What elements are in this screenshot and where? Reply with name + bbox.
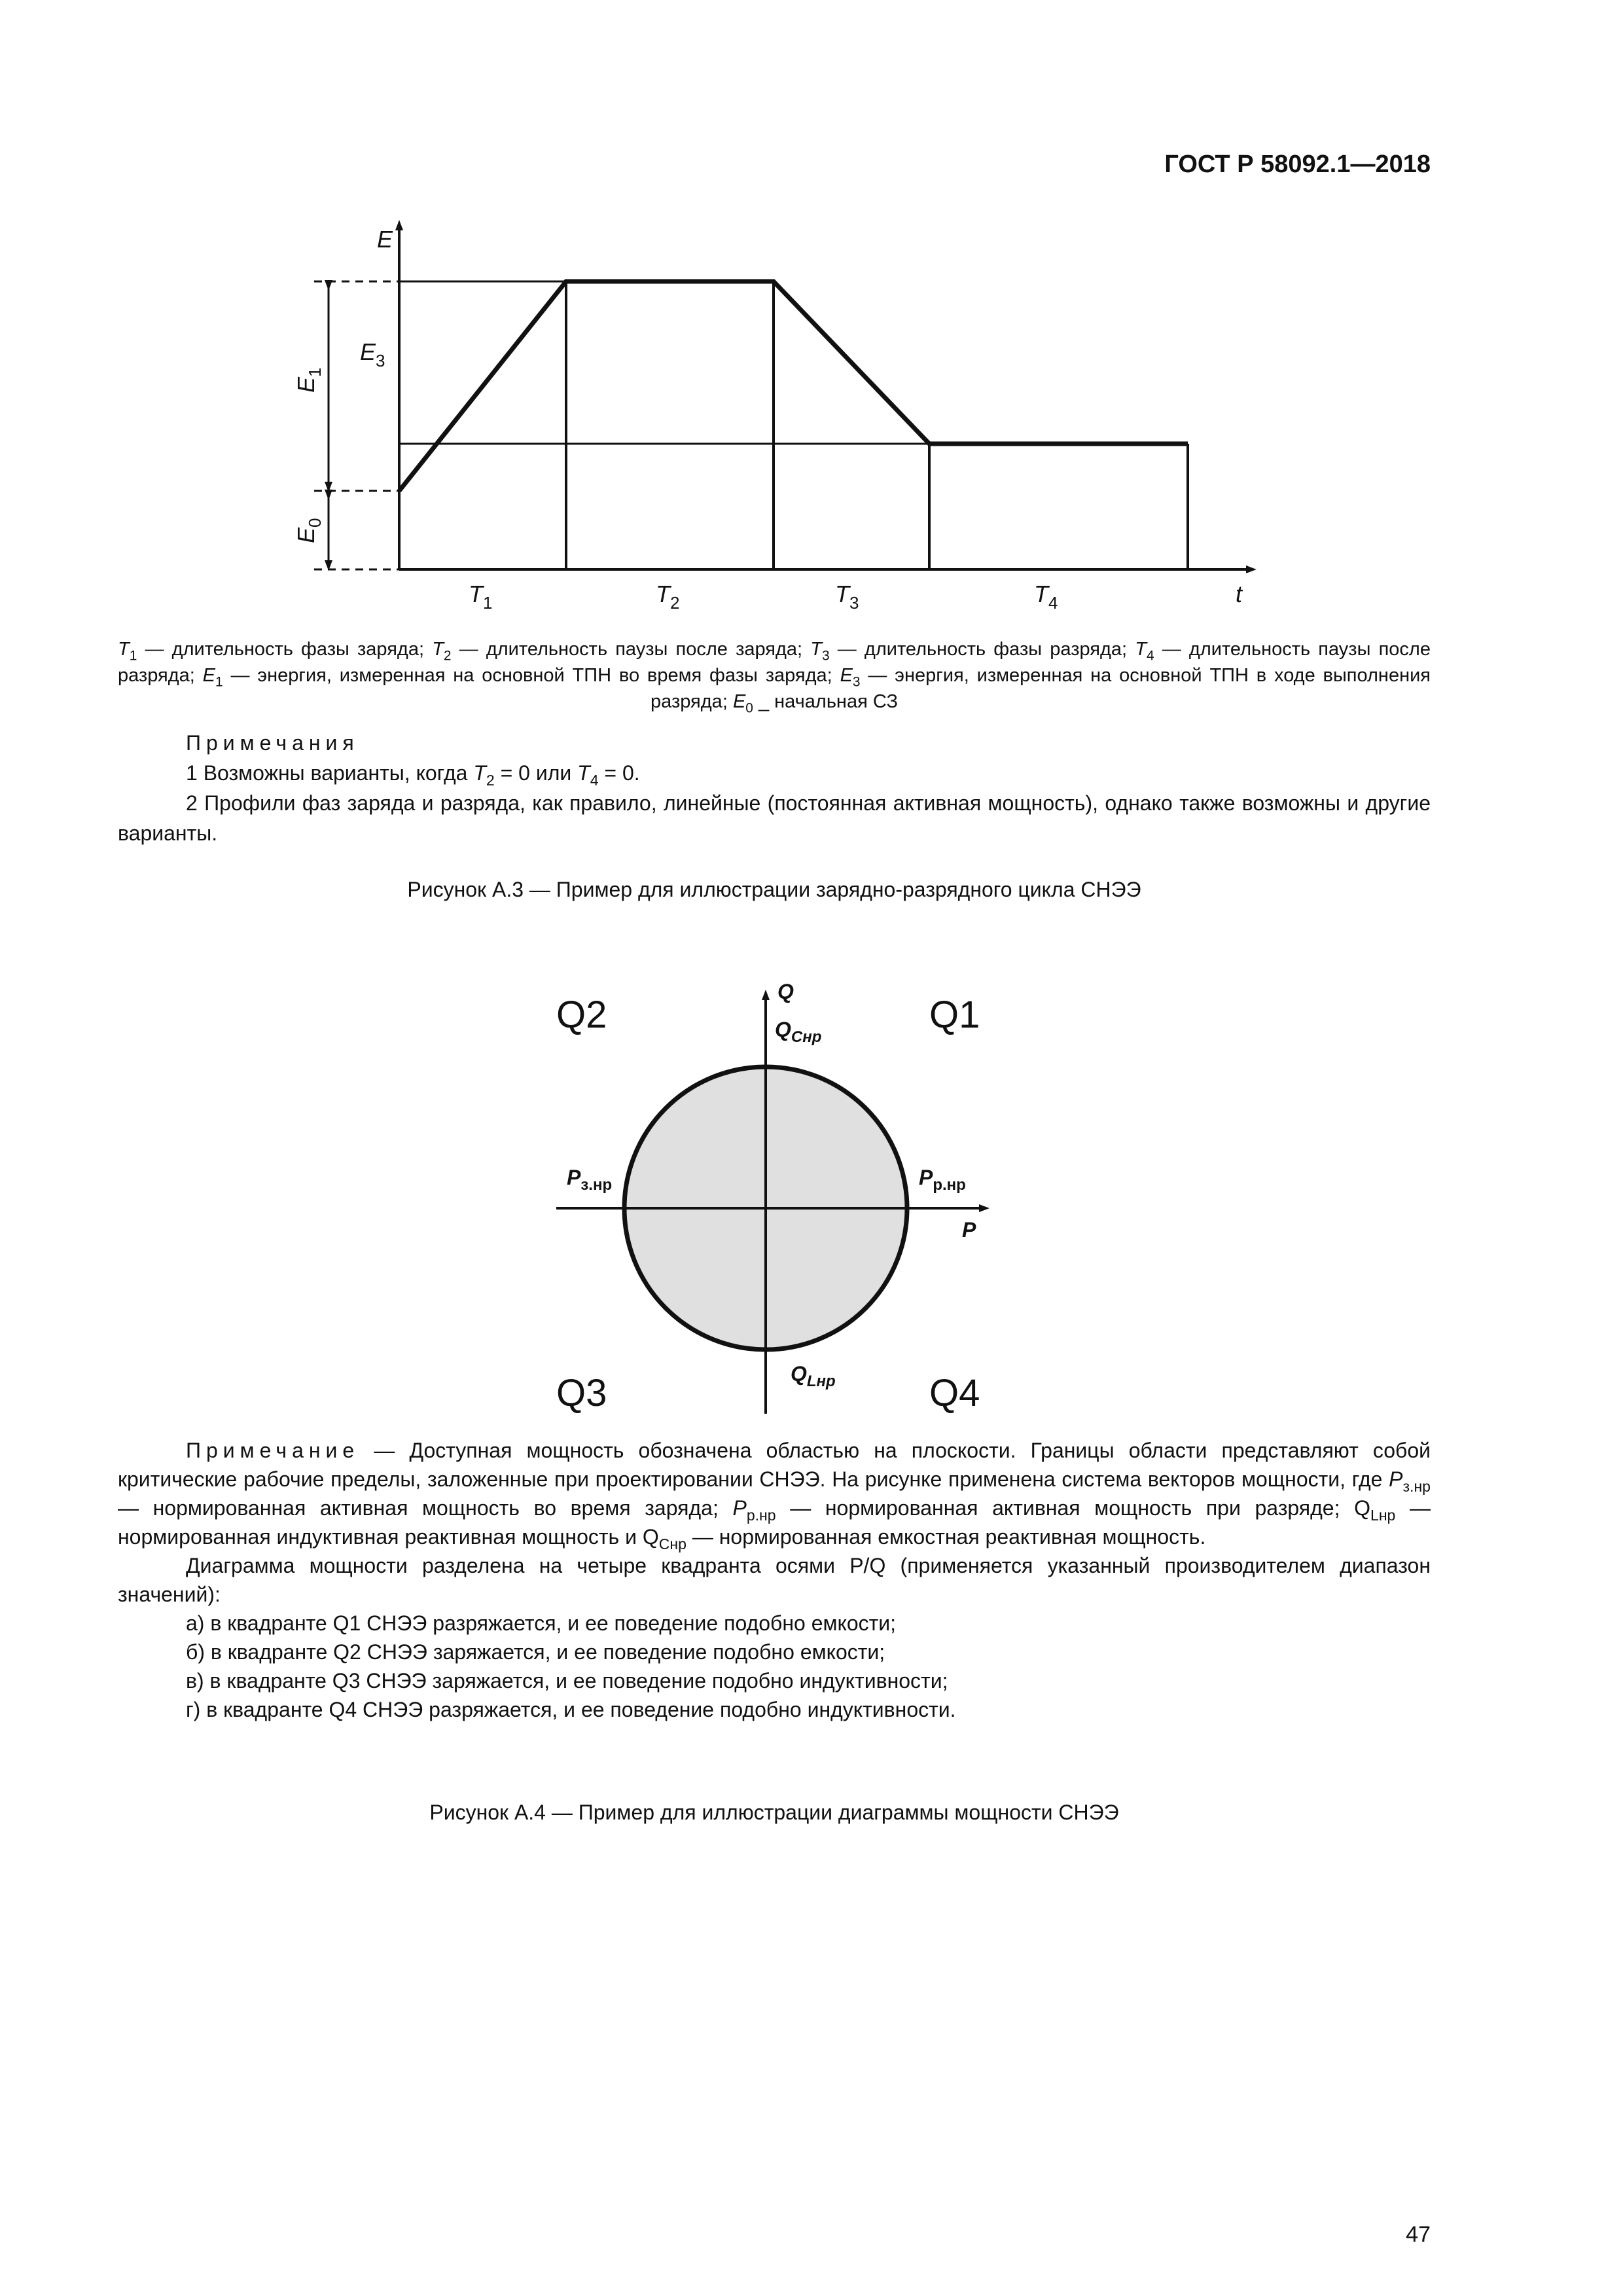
e0-label: $E_0$ bbox=[293, 518, 325, 543]
quadrant-q3: Q3 bbox=[556, 1372, 607, 1414]
t1-label: $T_1$ bbox=[469, 581, 493, 613]
figure-a3 bbox=[275, 216, 1296, 622]
t2-label: $T_2$ bbox=[656, 581, 680, 613]
quadrant-q2: Q2 bbox=[556, 994, 607, 1036]
figure-a3-caption: Рисунок А.3 — Пример для иллюстрации зарядно-разрядного цикла СНЭЭ bbox=[407, 878, 1141, 901]
t3-label: $T_3$ bbox=[835, 581, 859, 613]
quadrant-q1: Q1 bbox=[929, 994, 980, 1036]
list-item: а) в квадранте Q1 СНЭЭ разряжается, и ее поведение подобно емкости; bbox=[186, 1611, 897, 1635]
figure-a4 bbox=[537, 969, 1060, 1427]
p-r-nr-label: $P_{р.нр}$ bbox=[919, 1166, 966, 1194]
page-number: 47 bbox=[1406, 2222, 1431, 2247]
energy-curve bbox=[399, 281, 1188, 491]
figure-a4-caption: Рисунок А.4 — Пример для иллюстрации диаграммы мощности СНЭЭ bbox=[429, 1801, 1119, 1824]
figure-a3-legend: $T_1$ — длительность фазы заряда; $T_2$ — длительность паузы после заряда; $T_3$ — длительность фазы разряда; $T_4$ — длительность паузы после разряда; $E_1$ — энергия, измеренная на основной ТПН во время фазы заряда; $E_3$ — энергия, измеренная на основной ТПН в ходе выполнения разряда; $E_0$ _ начальная СЗ bbox=[118, 639, 1431, 716]
figure-a3-notes bbox=[118, 728, 1431, 848]
list-item: б) в квадранте Q2 СНЭЭ заряжается, и ее поведение подобно емкости; bbox=[186, 1640, 885, 1664]
q-c-nr-label: $Q_{Cнр}$ bbox=[775, 1018, 822, 1046]
figure-a4-notes bbox=[118, 1436, 1431, 1724]
t4-label: $T_4$ bbox=[1034, 581, 1058, 613]
note-1: 1 Возможны варианты, когда $T_2 = 0$ или $T_4 = 0$. bbox=[186, 761, 640, 789]
energy-profile-diagram bbox=[275, 216, 1296, 622]
note-a4-paragraph: Примечание — Доступная мощность обозначена областью на плоскости. Границы области представляют собой критические рабочие пределы, заложенные при проектировании СНЭЭ. На рисунке применена система векторов мощности, где $P_{з.нр}$ — нормированная активная мощность во время заряда; $P_{р.нр}$ — нормированная активная мощность при разряде; $Q_{Lнр}$ — нормированная индуктивная реактивная мощность и $Q_{Cнр}$ — нормированная емкостная реактивная мощность. bbox=[118, 1439, 1431, 1553]
quadrant-q4: Q4 bbox=[929, 1372, 980, 1414]
y-axis-label: E bbox=[377, 226, 393, 253]
power-diagram bbox=[537, 969, 1060, 1427]
list-item: в) в квадранте Q3 СНЭЭ заряжается, и ее поведение подобно индуктивности; bbox=[186, 1669, 948, 1693]
x-axis-label: t bbox=[1236, 581, 1243, 607]
notes-title: Примечания bbox=[186, 731, 359, 755]
note-2: 2 Профили фаз заряда и разряда, как правило, линейные (постоянная активная мощность), однако также возможны и другие варианты. bbox=[118, 791, 1431, 845]
p-axis-label: P bbox=[962, 1218, 976, 1242]
p-z-nr-label: $P_{з.нр}$ bbox=[567, 1166, 613, 1194]
list-item: г) в квадранте Q4 СНЭЭ разряжается, и ее поведение подобно индуктивности. bbox=[186, 1698, 956, 1721]
quadrant-intro: Диаграмма мощности разделена на четыре квадранта осями P/Q (применяется указанный производителем диапазон значений): bbox=[118, 1554, 1431, 1606]
document-header: ГОСТ Р 58092.1—2018 bbox=[1164, 151, 1431, 178]
e3-label: $E_3$ bbox=[360, 338, 385, 370]
q-l-nr-label: $Q_{Lнр}$ bbox=[791, 1362, 836, 1390]
e1-label: $E_1$ bbox=[293, 367, 325, 393]
q-axis-label: Q bbox=[777, 980, 794, 1003]
